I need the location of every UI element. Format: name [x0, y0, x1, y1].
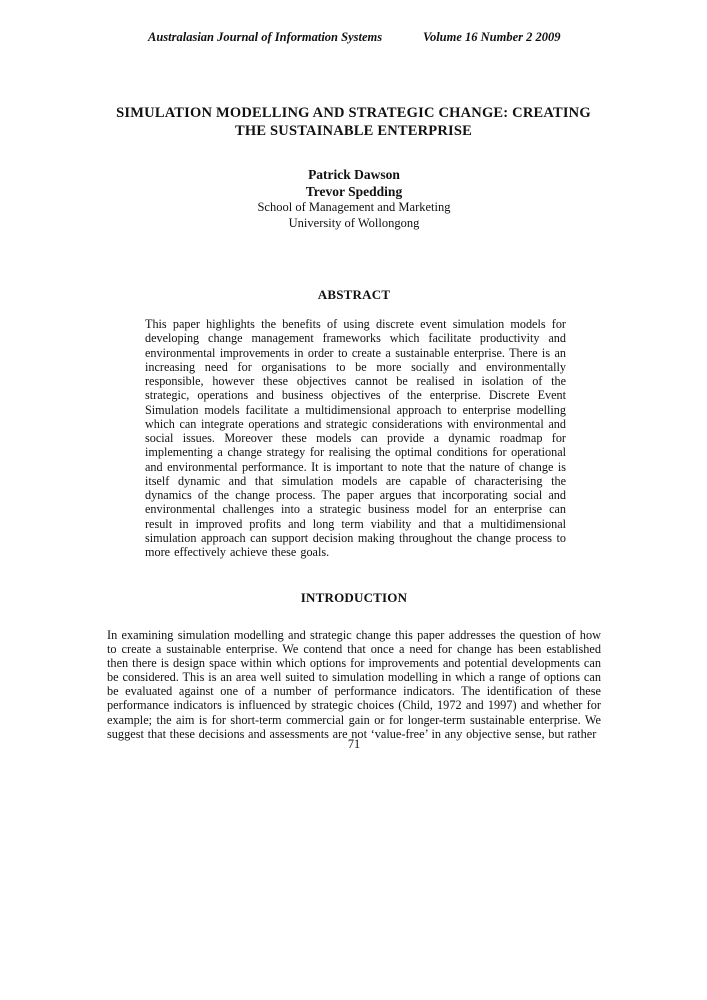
paper-title-line-2: THE SUSTAINABLE ENTERPRISE	[234, 122, 472, 139]
issue-info: Volume 16 Number 2 2009	[423, 30, 561, 44]
abstract-heading: ABSTRACT	[317, 287, 391, 302]
abstract-text: This paper highlights the benefits of using discrete event simulation models for developing change management frameworks which facilitate productivity and environmental improvements in order to create a sustainable enterprise. There is an increasing need for organisations to be more socially and environmentally responsible, however these objectives cannot be realised in isolation of the strategic, operations and business objectives of the enterprise. Discrete Event Simulation models facilitate a multidimensional approach to enterprise modelling which can integrate operations and strategic considerations with environmental and social issues. Moreover these models can provide a dynamic roadmap for implementing a change strategy for realising the optimal conditions for operational and environmental performance. It is important to note that the nature of change is itself dynamic and that simulation models are capable of characterising the dynamics of the change process. The paper argues that incorporating social and environmental challenges into a strategic business model for an enterprise can result in improved profits and long term viability and that a multidimensional simulation approach can support decision making throughout the change process to more effectively achieve these goals.	[145, 317, 566, 559]
introduction-text: In examining simulation modelling and strategic change this paper addresses the question of how to create a sustainable enterprise. We contend that once a need for change has been established then there is design space within which options for improvements and potential developments can be considered. This is an area well suited to simulation modelling in which a range of options can be evaluated against one of a number of performance indicators. The identification of these performance indicators is influenced by strategic choices (Child, 1972 and 1997) and whether for example; the aim is for short-term commercial gain or for longer-term sustainable enterprise. We suggest that these decisions and assessments are not ‘value-free’ in any objective sense, but rather	[107, 628, 601, 741]
paper-title	[98, 105, 609, 140]
author-name: Patrick Dawson	[308, 167, 400, 182]
journal-title: Australasian Journal of Information Systems	[148, 30, 383, 44]
introduction-heading: INTRODUCTION	[300, 590, 408, 605]
page-number: 71	[347, 737, 361, 751]
paper-title-line-1: SIMULATION MODELLING AND STRATEGIC CHANGE: CREATING	[116, 105, 591, 121]
author-name: Trevor Spedding	[305, 184, 403, 199]
affiliation-school: School of Management and Marketing	[257, 200, 451, 214]
running-head	[0, 30, 707, 48]
author-block	[104, 166, 604, 231]
affiliation-university: University of Wollongong	[288, 215, 420, 230]
